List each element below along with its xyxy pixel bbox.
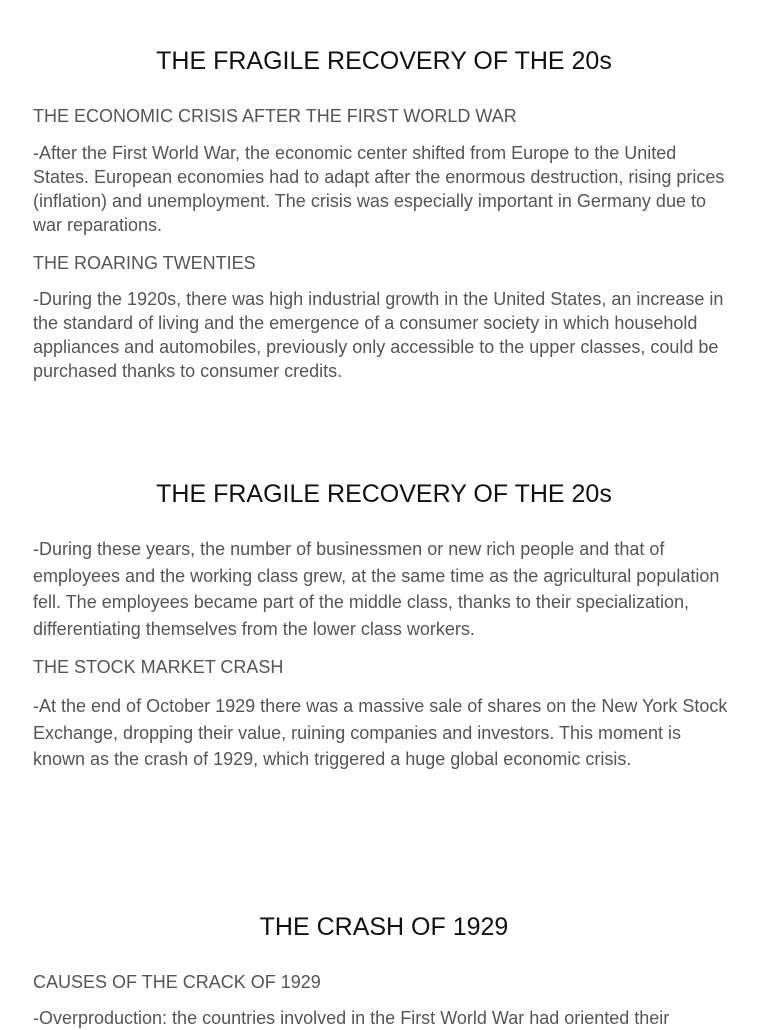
section-heading: THE STOCK MARKET CRASH bbox=[33, 657, 284, 677]
paragraph: -During these years, the number of businessmen or new rich people and that of employees and the working class grew, at the same time as the agricultural population fell. The employees became part of the middle class, thanks to their specialization, differentiating themselves from the lower class workers. bbox=[33, 539, 720, 639]
section-heading: THE ROARING TWENTIES bbox=[33, 253, 256, 273]
slide-title: THE FRAGILE RECOVERY OF THE 20s bbox=[156, 480, 612, 508]
slide-title: THE CRASH OF 1929 bbox=[259, 913, 509, 941]
paragraph: -During the 1920s, there was high industrial growth in the United States, an increase in the standard of living and the emergence of a consumer society in which household appliances and automobiles, previously only accessible to the upper classes, could be purchased thanks to consumer credits. bbox=[33, 289, 724, 381]
paragraph: -At the end of October 1929 there was a massive sale of shares on the New York Stock Exchange, dropping their value, ruining companies and investors. This moment is known as the crash of 1929, which triggered a huge global economic crisis. bbox=[33, 696, 728, 769]
section-heading: CAUSES OF THE CRACK OF 1929 bbox=[33, 972, 321, 992]
paragraph: -Overproduction: the countries involved in the First World War had oriented their bbox=[33, 1008, 670, 1028]
section-heading: THE ECONOMIC CRISIS AFTER THE FIRST WORLD WAR bbox=[33, 106, 517, 126]
paragraph: -After the First World War, the economic center shifted from Europe to the United States. European economies had to adapt after the enormous destruction, rising prices (inflation) and unemployment. The crisis was especially important in Germany due to war reparations. bbox=[33, 143, 725, 235]
slide-title: THE FRAGILE RECOVERY OF THE 20s bbox=[156, 47, 612, 75]
